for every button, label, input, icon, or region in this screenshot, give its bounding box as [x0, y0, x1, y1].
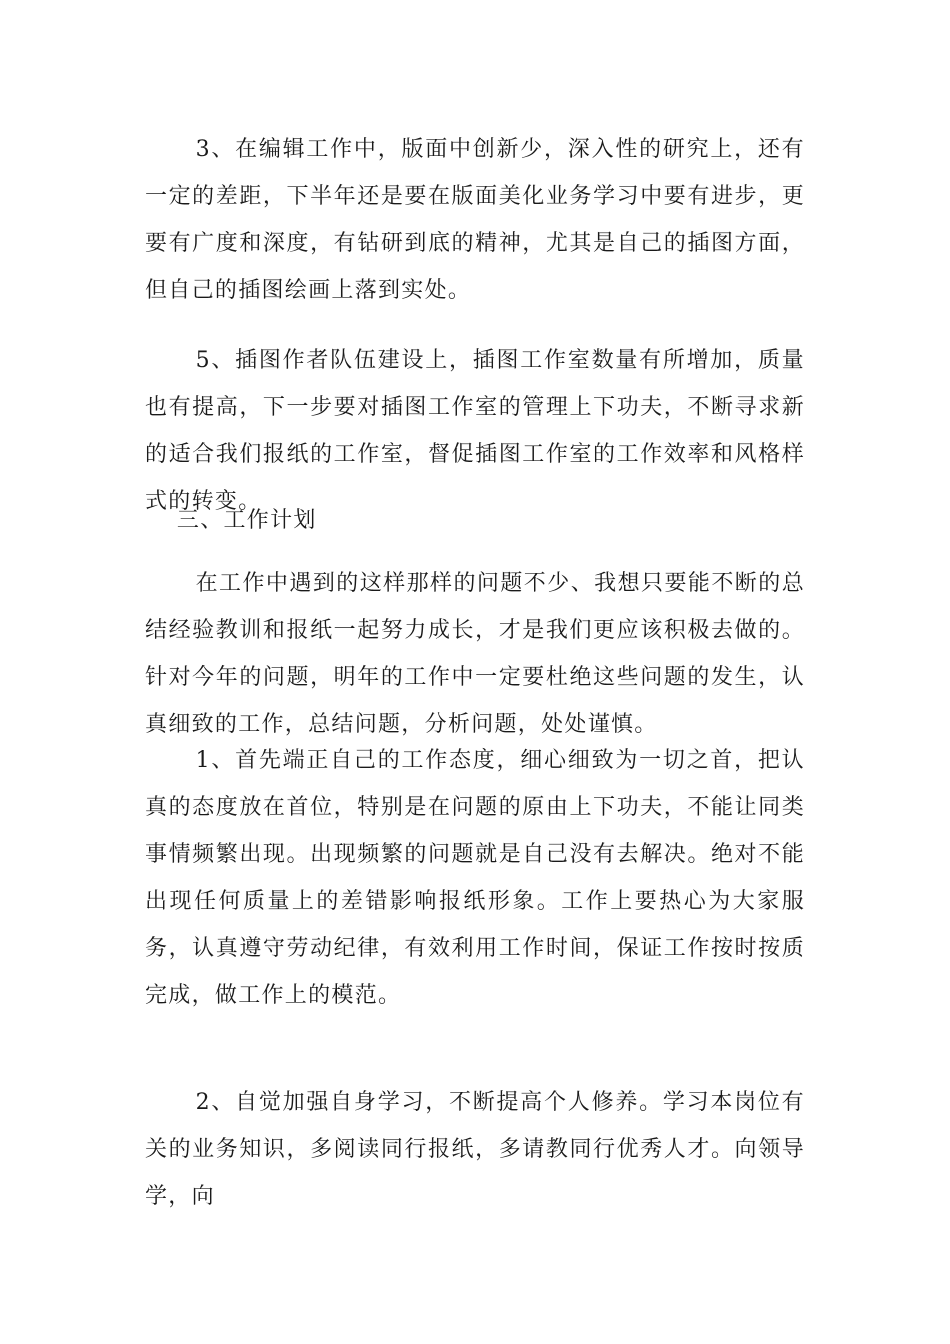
paragraph-intro-plan: 在工作中遇到的这样那样的问题不少、我想只要能不断的总结经验教训和报纸一起努力成长，才是我们更应该积极去做的。针对今年的问题，明年的工作中一定要杜绝这些问题的发生，认真细致的工作，总结问题，分析问题，处处谨慎。	[145, 571, 805, 737]
section-heading-work-plan: 三、工作计划	[176, 508, 317, 533]
paragraph-plan-item-1: 1、首先端正自己的工作态度，细心细致为一切之首，把认真的态度放在首位，特别是在问题的原由上下功夫，不能让同类事情频繁出现。出现频繁的问题就是自己没有去解决。绝对不能出现任何质量上的差错影响报纸形象。工作上要热心为大家服务，认真遵守劳动纪律，有效利用工作时间，保证工作按时按质完成，做工作上的模范。	[145, 748, 805, 1008]
paragraph-item-5: 5、插图作者队伍建设上，插图工作室数量有所增加，质量也有提高，下一步要对插图工作室的管理上下功夫，不断寻求新的适合我们报纸的工作室，督促插图工作室的工作效率和风格样式的转变。	[145, 348, 805, 514]
paragraph-item-3: 3、在编辑工作中，版面中创新少，深入性的研究上，还有一定的差距，下半年还是要在版面美化业务学习中要有进步，更要有广度和深度，有钻研到底的精神，尤其是自己的插图方面，但自己的插图绘画上落到实处。	[145, 137, 805, 303]
paragraph-plan-item-2: 2、自觉加强自身学习，不断提高个人修养。学习本岗位有关的业务知识，多阅读同行报纸，多请教同行优秀人才。向领导学，向	[145, 1090, 805, 1209]
